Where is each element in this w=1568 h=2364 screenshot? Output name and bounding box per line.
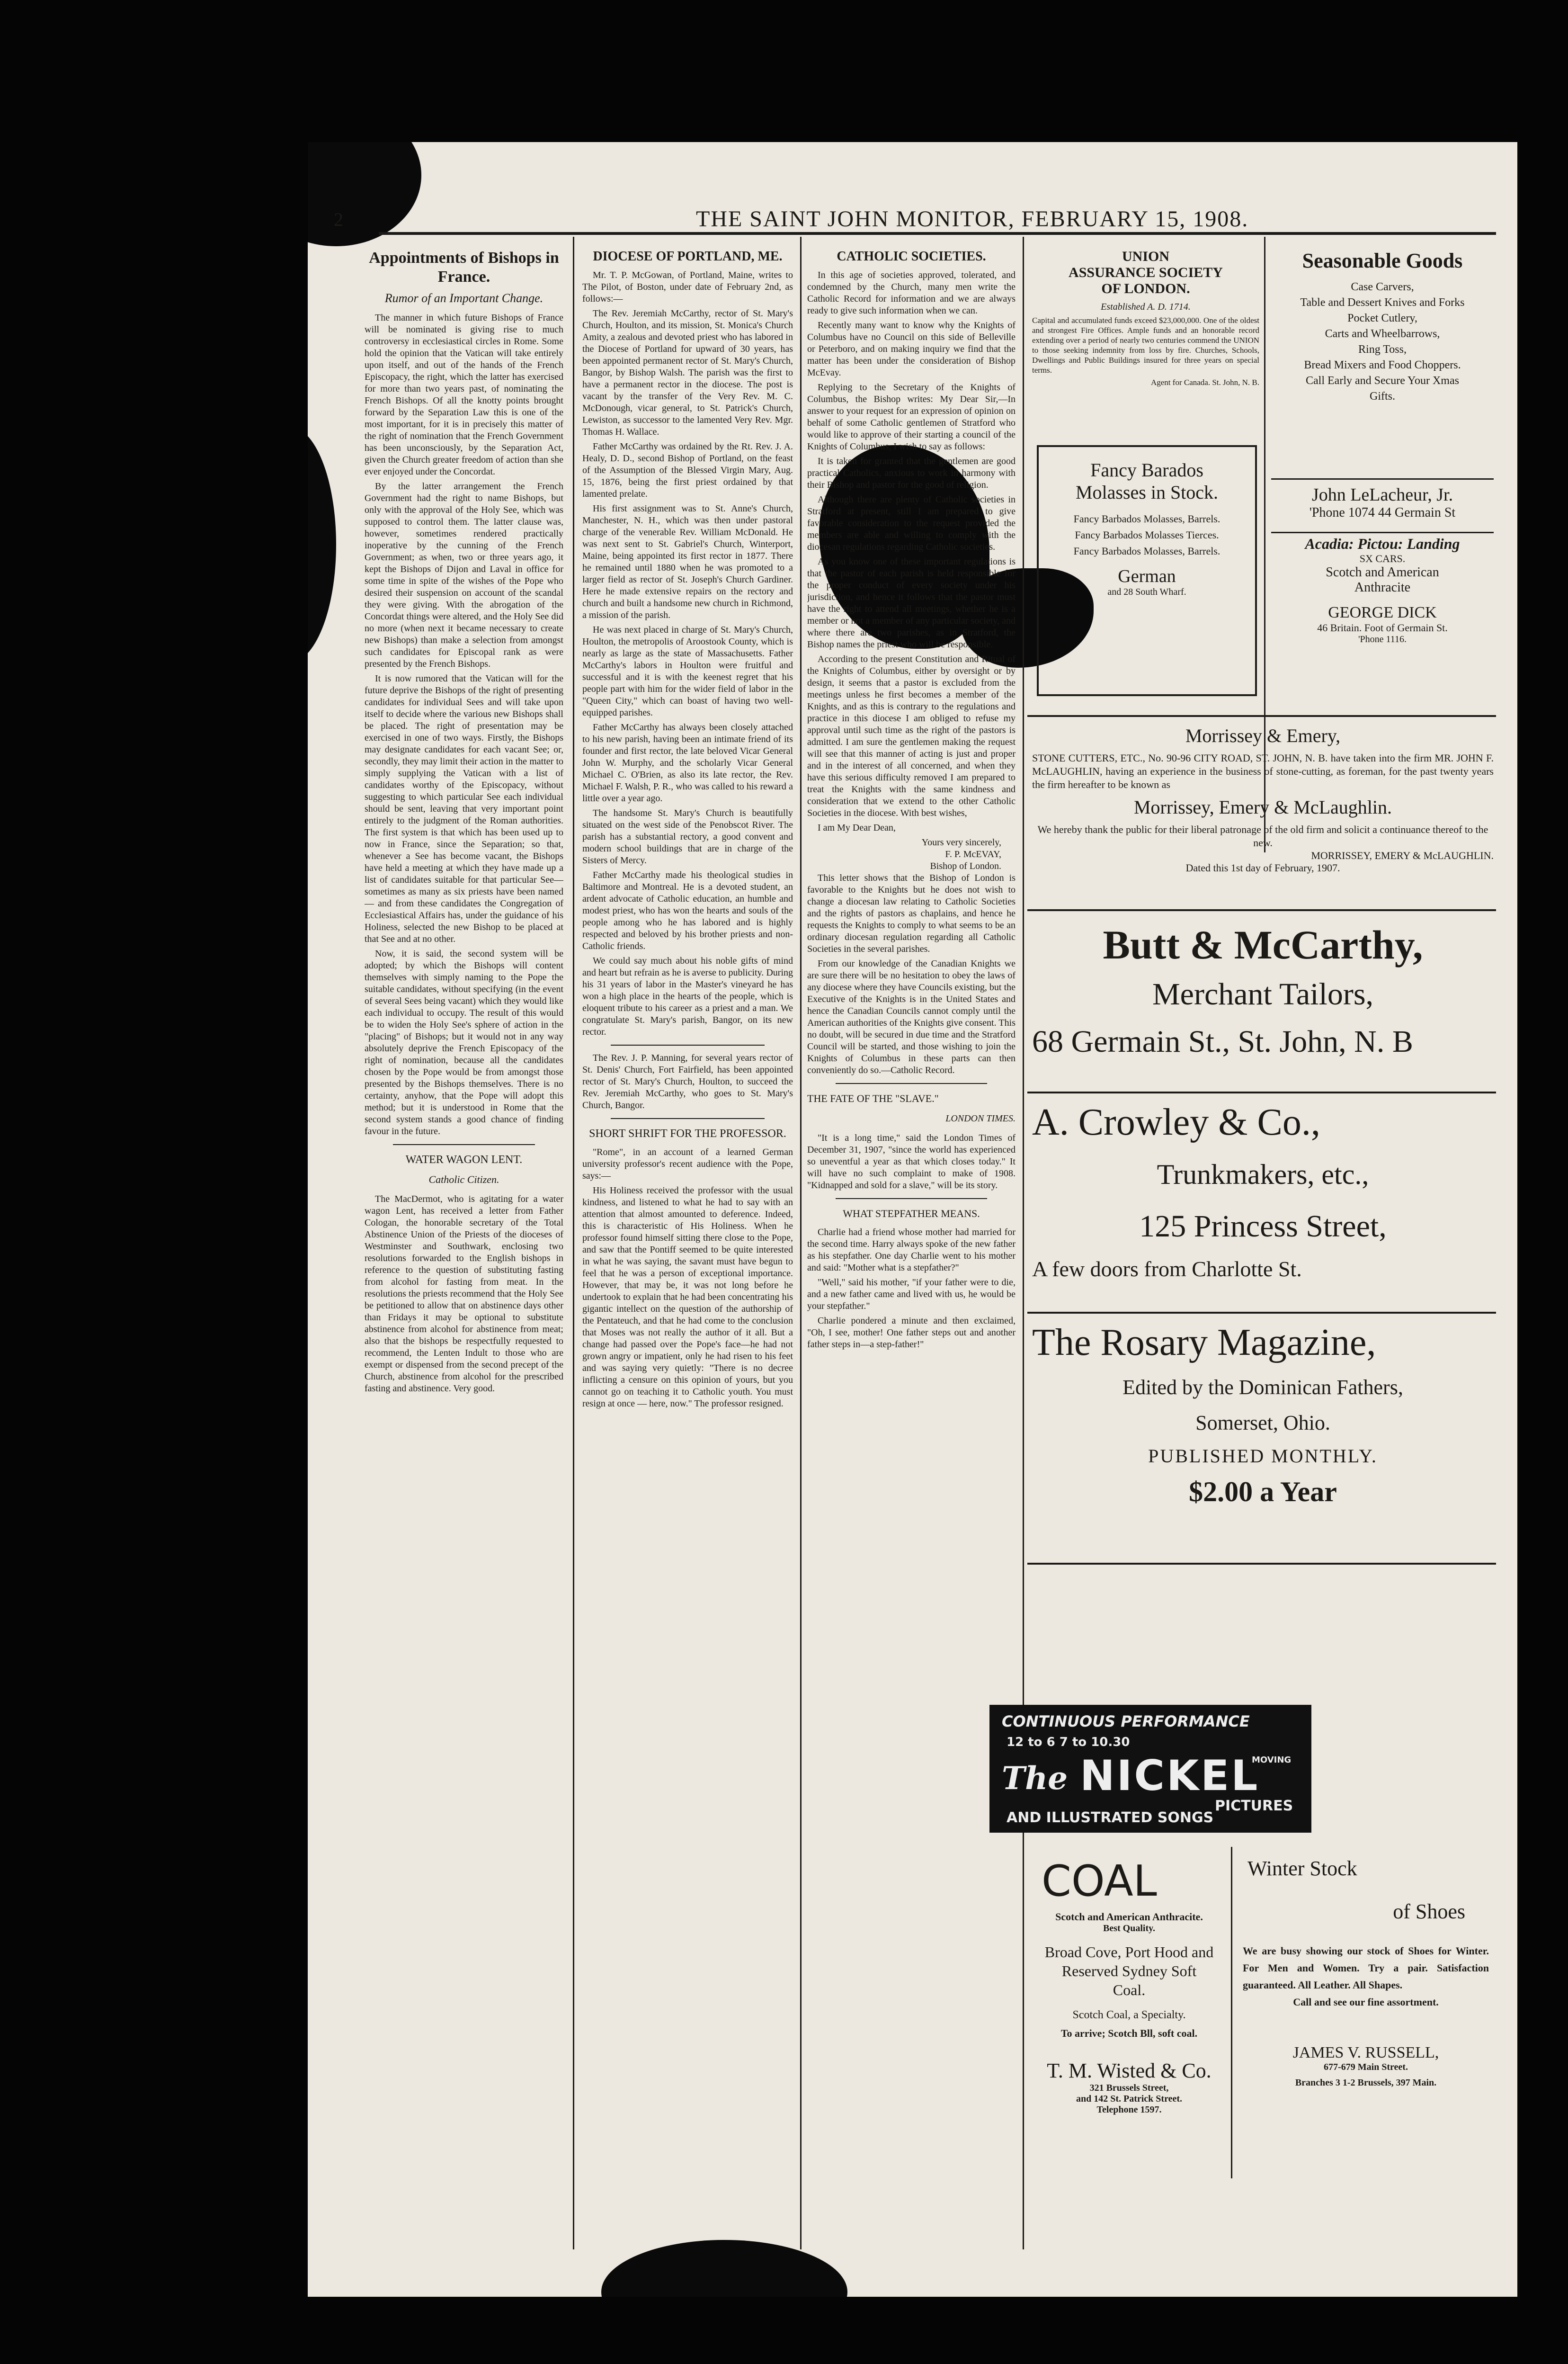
ad-body: Capital and accumulated funds exceed $23,000,000. One of the oldest and strongest Fire Offices. Ample funds and an honorable record extending over a period of nearly two centuries commend the UNION to those seeking indemnity from loss by fire. Churches, Schools, Dwellings and Public Buildings insured for three years on special terms. <box>1032 316 1259 375</box>
ad-divider <box>1027 1312 1496 1314</box>
newspaper-page <box>308 142 1517 2297</box>
article-separator <box>611 1045 765 1046</box>
nickel-pictures: PICTURES <box>1215 1798 1293 1814</box>
ad-note: A few doors from Charlotte St. <box>1032 1257 1302 1281</box>
nickel-the: The <box>1002 1760 1068 1797</box>
ad-title: Molasses in Stock. <box>1075 482 1219 503</box>
paragraph: Father McCarthy made his theological studies in Baltimore and Montreal. He is a devoted student, an ardent advocate of Catholic education, an humble and modest priest, who has won the hearts and souls of the people among who he has labored and is highly respected and beloved by his brother priests and non-Catholic friends. <box>582 870 793 951</box>
paragraph: The handsome St. Mary's Church is beautifully situated on the west side of the Penobscot River. The parish has a substantial rectory, a good convent and modern school buildings that are in charge of the Sisters of Mercy. <box>582 808 793 866</box>
ad-divider <box>1027 909 1496 911</box>
ad-agent: Agent for Canada. St. John, N. B. <box>1150 378 1259 387</box>
paragraph: Mr. T. P. McGowan, of Portland, Maine, writes to The Pilot, of Boston, under date of February 2nd, as follows:— <box>582 270 793 304</box>
torn-edge-bottom <box>601 2240 847 2297</box>
article-source: LONDON TIMES. <box>945 1113 1016 1124</box>
paragraph: Replying to the Secretary of the Knights of Columbus, the Bishop writes: My Dear Sir,—In answer to your request for an expression of opinion on behalf of some Catholic gentlemen of Stratford who would like to approve of their starting a council of the Knights of Columbus, I wish to say as follows: <box>807 382 1016 452</box>
ad-line: Case Carvers, <box>1351 281 1414 293</box>
paragraph: I am My Dear Dean, <box>818 823 896 833</box>
ad-line: Gifts. <box>1370 390 1395 403</box>
ad-specialty: Scotch Coal, a Specialty. <box>1072 2009 1186 2021</box>
paragraph: Recently many want to know why the Knights of Columbus have no Council on this side of Belleville or Peterboro, and on making inquiry we find that the matter has been under the consideration of Bishop McEvay. <box>807 320 1016 378</box>
paragraph: Father McCarthy has always been closely attached to his new parish, having been an intimate friend of its founder and first rector, the late beloved Vicar General John W. Murphy, and the scholarly Vicar General Michael C. O'Brien, as also its late rector, the Rev. Michael F. Walsh, P. R., who was called to his reward a little over a year ago. <box>582 722 793 804</box>
ad-line: SX CARS. <box>1359 553 1406 564</box>
ad-phone: Telephone 1597. <box>1096 2104 1162 2115</box>
torn-edge-left <box>308 426 336 663</box>
ad-line: Reserved Sydney Soft <box>1061 1962 1197 1979</box>
ad-address: 125 Princess Street, <box>1139 1209 1387 1244</box>
paragraph: He was next placed in charge of St. Mary's Church, Houlton, the metropolis of Aroostook County, which is nearly as large as the state of Massachusetts. Father McCarthy's labors in Houlton were fruitful and successful and it is with the keenest regret that his people part with him for the wider field of labor in the "Queen City," which can boast of having two well-equipped parishes. <box>582 625 793 718</box>
ad-title: Seasonable Goods <box>1302 249 1463 272</box>
masthead <box>308 199 1517 242</box>
ad-title: Fancy Barados <box>1090 459 1203 481</box>
article-source: Catholic Citizen. <box>428 1173 499 1185</box>
article-title: Appointments of Bishops in France. <box>369 249 559 286</box>
ad-line: Pocket Cutlery, <box>1347 312 1417 324</box>
column-divider-2 <box>800 237 802 2249</box>
closing-line: Yours very sincerely, <box>921 837 1001 848</box>
article-subtitle: Rumor of an Important Change. <box>384 291 543 305</box>
ad-body: We are busy showing our stock of Shoes for Winter. For Men and Women. Try a pair. Satisfaction guaranteed. All Leather. All Shapes. <box>1243 1945 1489 1991</box>
paragraph: By the latter arrangement the French Government had the right to name Bishops, but only with the approval of the Holy See, which was supposed to control them. The latter clause was, however, sometimes rendered practically inoperative by the cunning of the French Government; as when, two or three years ago, it kept the Bishops of Dijon and Laval in office for some time in spite of the wishes of the Pope who desired their suspension on account of the scandal they were giving. With the abrogation of the Concordat things were altered, and the Holy See did no more (when next it became necessary to create new Bishops) than make a selection from amongst such candidates for Episcopal rank as were presented by the French Bishops. <box>365 481 563 669</box>
paragraph: Father McCarthy was ordained by the Rt. Rev. J. A. Healy, D. D., second Bishop of Portland, on the feast of the Assumption of the Blessed Virgin Mary, Aug. 15, 1876, being the first priest ordained by that lamented prelate. <box>582 441 793 499</box>
masthead-rule <box>379 232 1496 235</box>
paragraph: His Holiness received the professor with the usual kindness, and listened to what he had to say with an attention that almost amounted to deference. Indeed, this is characteristic of His Holiness. When he professor found himself sitting there close to the Pope, and saw that the Pontiff seemed to be quite interested in what he was saying, the savant must have begun to feel that he was a person of exceptional importance. However, that may be, it was not long before he undertook to explain that he had been concentrating his gigantic intellect on the question of the authorship of the Pentateuch, and that he had come to the conclusion that Moses was not really the author of it all. But a change had passed over the Pope's face—he had not grown angry or impatient, only he had risen to his feet and was saying very quietly: "There is no decree inflicting a censure on this opinion of yours, but you cannot go on teaching it to Catholic youth. You must resign at once — here, now." The professor resigned. <box>582 1185 793 1409</box>
column-divider-3 <box>1023 237 1024 2249</box>
paragraph: "Rome", in an account of a learned German university professor's recent audience with the Pope, says:— <box>582 1147 793 1181</box>
ad-phone: 'Phone 1074 44 Germain St <box>1309 505 1456 520</box>
ad-title: Winter Stock <box>1247 1857 1357 1880</box>
paragraph: Although there are plenty of Catholic societies in Stratford at present, still I am prepared to give favorable consideration to the request provided the members are able and willing to comply with the diocesan regulations regarding Catholic societies. <box>807 494 1016 552</box>
paragraph: The manner in which future Bishops of France will be nominated is giving rise to much controversy in ecclesiastical circles in Rome. Some hold the opinion that the Vatican will take entirely upon itself, and out of the hands of the French Episcopacy, the right, which the latter has exercised for more than two years past, of nominating the French Bishops. Of all the knotty points brought forward by the Separation Law this is one of the most important, for it is in precisely this matter of the right of nomination that the French Government has been unconsciously, by the Separation Act, given the Church greater freedom of action than she ever enjoyed under the Concordat. <box>365 313 563 477</box>
ad-subtitle: Edited by the Dominican Fathers, <box>1123 1376 1403 1399</box>
paragraph: The Rev. Jeremiah McCarthy, rector of St. Mary's Church, Houlton, and its mission, St. Monica's Church Amity, a zealous and devoted priest who has labored in the Diocese of Portland for upward of 30 years, has been appointed permanent rector of St. Mary's Church, Bangor, by Bishop Walsh. The parish was the first to have a permanent rector in the diocese. The post is vacant by the transfer of the Very Rev. M. C. McDonough, vicar general, to St. Patrick's Church, Lewiston, as successor to the lamented Very Rev. Mgr. Thomas H. Wallace. <box>582 308 793 437</box>
ad-body: STONE CUTTERS, ETC., No. 90-96 CITY ROAD, ST. JOHN, N. B. have taken into the firm MR. JOHN F. McLAUGHLIN, having an experience in the business of stone-cutting, as foreman, for the past twenty years the firm hereafter to be known as <box>1032 752 1494 790</box>
ad-lelacheur <box>1271 478 1494 533</box>
ad-address: and 142 St. Patrick Street. <box>1076 2094 1183 2104</box>
nickel-moving: MOVING <box>1252 1755 1292 1765</box>
ad-title: of Shoes <box>1393 1900 1465 1923</box>
ad-line: Scotch and American <box>1326 565 1439 580</box>
nickel-times: 12 to 6 7 to 10.30 <box>1007 1735 1130 1749</box>
ad-body: Call and see our fine assortment. <box>1293 1996 1439 2008</box>
ad-subtitle: Trunkmakers, etc., <box>1157 1159 1369 1190</box>
nickel-songs: AND ILLUSTRATED SONGS <box>1007 1809 1214 1826</box>
ad-butt-mccarthy <box>1032 919 1494 1089</box>
ad-title: COAL <box>1042 1856 1157 1906</box>
ad-title: Butt & McCarthy, <box>1103 922 1423 967</box>
paragraph: It is now rumored that the Vatican will for the future deprive the Bishops of the right of presenting candidates for individual Sees and will take upon itself to decide where the various new Bishops shall be placed. The right of presentation may be exercised in one of two ways. Firstly, the Bishops may designate candidates for each vacant See; or, secondly, they may limit their action in the matter to simply supplying the Vatican with a list of candidates worthy of the Episcopacy, without suggesting to which particular See each individual should be sent, leaving that very important point entirely to the judgment of the Roman authorities. The first system is that which has been used up to now in France, since the Separation; so that, whenever a See has become vacant, the Bishops have held a meeting at which they have made up a list of candidates suitable for that particular See—sometimes as many as six priests have been named — and from these candidates the Congregation of Ecclesiastical Affairs has, under the guidance of his Holiness, selected the new Bishop to be placed at that See and at no other. <box>365 673 563 944</box>
ad-title: UNION <box>1122 249 1169 264</box>
column-2 <box>582 249 793 2238</box>
column-divider-1 <box>573 237 574 2249</box>
paragraph: The Rev. J. P. Manning, for several years rector of St. Denis' Church, Fort Fairfield, has been appointed rector of St. Mary's Church, Houlton, to succeed the Rev. Jeremiah McCarthy, who goes to St. Mary's Church, Bangor. <box>582 1053 793 1110</box>
ad-title: Morrissey & Emery, <box>1185 725 1341 746</box>
ad-line: Bread Mixers and Food Choppers. <box>1304 359 1461 371</box>
ad-coal <box>1032 1856 1226 2226</box>
ad-line: Fancy Barbados Molasses Tierces. <box>1075 529 1219 541</box>
article-separator <box>836 1198 987 1199</box>
paragraph: His first assignment was to St. Anne's Church, Manchester, N. H., which was then under pastoral charge of the venerable Rev. William McDonald. He was next sent to St. Gabriel's Church, Winterport, Maine, being appointed its first rector in 1877. There he remained until 1880 when he was promoted to a larger field as rector of St. Joseph's Church Gardiner. Here he made extensive repairs on the rectory and church and built a handsome new church in Richmond, a mission of the parish. <box>582 503 793 620</box>
ad-address: 46 Britain. Foot of Germain St. <box>1317 622 1448 634</box>
ad-place: Somerset, Ohio. <box>1195 1411 1330 1434</box>
ad-merchant: GEORGE DICK <box>1328 604 1437 621</box>
paragraph: "Well," said his mother, "if your father were to die, and a new father came and lived with us, he would be your stepfather." <box>807 1277 1016 1311</box>
nickel-tagline: CONTINUOUS PERFORMANCE <box>1002 1712 1250 1730</box>
ad-subtitle: Scotch and American Anthracite. <box>1055 1911 1203 1923</box>
ad-barbados-molasses <box>1037 445 1257 696</box>
paragraph: "It is a long time," said the London Times of December 31, 1907, "since the world has experienced so uneventful a year as that which closes today." It will have no such complaint to make of 1908. "Kidnapped and sold for a slave," will be its story. <box>807 1133 1016 1191</box>
paragraph: The MacDermot, who is agitating for a water wagon Lent, has received a letter from Father Cologan, the honorable secretary of the Total Abstinence Union of the Priests of the dioceses of Westminster and Southwark, enclosing two resolutions forwarded to the English bishops in reference to the question of substituting fasting from alcohol for fasting from meat. In the resolutions the priests recommend that the Holy See be petitioned to allow that on abstinence days other than Fridays it may be optional to substitute abstinence from alcohol for abstinence from meat; also that the bishops be respectfully requested to recommend, the Lenten Indult to those who are exempt or dispensed from the second precept of the Church, abstinence from alcohol for the prescribed fasting and abstinence. Very good. <box>365 1194 563 1394</box>
article-title: WHAT STEPFATHER MEANS. <box>843 1208 980 1219</box>
ad-quality: Best Quality. <box>1103 1923 1155 1934</box>
ad-signature: MORRISSEY, EMERY & McLAUGHLIN. <box>1311 850 1494 861</box>
ad-subtitle: Merchant Tailors, <box>1152 977 1374 1012</box>
ad-morrissey-emery <box>1032 725 1494 881</box>
ad-divider <box>1027 1092 1496 1093</box>
ad-line: Coal. <box>1113 1981 1146 1998</box>
nickel-name: NICKEL <box>1080 1751 1260 1800</box>
paragraph: We could say much about his noble gifts of mind and heart but refrain as he is averse to publicity. During his 31 years of labor in the Master's vineyard he has won a high place in the hearts of the people, which is eloquent tribute to his career as a priest and a man. We congratulate St. Mary's parish, Bangor, on its new rector. <box>582 956 793 1037</box>
ad-body: We hereby thank the public for their liberal patronage of the old firm and solicit a continuance thereof to the new. <box>1037 824 1488 849</box>
ad-merchant: T. M. Wisted & Co. <box>1047 2059 1212 2082</box>
paragraph: Charlie pondered a minute and then exclaimed, "Oh, I see, mother! One father steps out and another father steps in—a step-father!" <box>807 1316 1016 1350</box>
newspaper-title: THE SAINT JOHN MONITOR, FEBRUARY 15, 1908. <box>696 206 1249 232</box>
column-3 <box>807 249 1016 2238</box>
ad-line: Ring Toss, <box>1358 343 1407 356</box>
closing-line: F. P. McEVAY, <box>945 849 1001 860</box>
ad-rosary-magazine <box>1032 1316 1494 1539</box>
letter-closing <box>807 837 1016 872</box>
closing-line: Bishop of London. <box>930 861 1001 871</box>
ad-title: Acadia: Pictou: Landing <box>1305 535 1460 552</box>
article-title: WATER WAGON LENT. <box>405 1154 523 1166</box>
ad-line: Fancy Barbados Molasses, Barrels. <box>1073 513 1221 525</box>
ad-title: A. Crowley & Co., <box>1032 1101 1320 1143</box>
paragraph: It is taken for granted that the gentlemen are good practical Catholics, anxious to work in harmony with their Bishop and pastor for the good of religion. <box>807 456 1016 490</box>
paragraph: According to the present Constitution and Ritual of the Knights of Columbus, either by oversight or by design, it seems that a pastor is excluded from the meetings unless he first becomes a member of the Knights, and as this is contrary to the regulations and practice in this diocese I am obliged to refuse my approval until such time as the right of the pastors is admitted. I am sure the gentlemen making the request will see that this manner of acting is just and proper and in the interest of all concerned, and when they have this serious difficulty removed I am prepared to treat the Knights with the same kindness and consideration that we extend to the other Catholic Societies in the diocese. With best wishes, <box>807 654 1016 818</box>
column-divider-5 <box>1231 1847 1232 2178</box>
ad-address: 321 Brussels Street, <box>1089 2083 1169 2093</box>
article-separator <box>611 1118 765 1119</box>
ad-arrival: To arrive; Scotch Bll, soft coal. <box>1060 2027 1198 2039</box>
ad-phone: 'Phone 1116. <box>1358 634 1407 645</box>
paragraph: This letter shows that the Bishop of London is favorable to the Knights but he does not wish to change a diocesan law relating to Catholic Societies and the rights of pastors as chaplains, and hence he requests the Knights to comply to what seems to be an ordinary diocesan regulation regarding all Catholic Societies in the several parishes. <box>807 873 1016 954</box>
ad-title: The Rosary Magazine, <box>1032 1322 1376 1363</box>
ad-union-assurance <box>1032 249 1259 429</box>
ad-line: Fancy Barbados Molasses, Barrels. <box>1073 545 1221 557</box>
paragraph: As you know one of these important regulations is that the pastor of each parish is held responsible for the proper conduct of every society under his jurisdiction, and hence it follows that the pastor must have the right to attend all meetings, whether he is a member or not a member of any particular society, and where there are two parishes, as in Stratford, the Bishop names the priest who will be responsible. <box>807 556 1016 650</box>
paragraph: Now, it is said, the second system will be adopted; by which the Bishops will content themselves with simply naming to the Pope the suitable candidates, without specifying (in the event of several Sees being vacant) which they would like each individual to occupy. The result of this would be to widen the Holy See's sphere of action in the "placing" of Bishops; but it would not in any way absolutely deprive the French Episcopacy of the right of nomination, because all the candidates chosen by the Pope would be from amongst those presented by the Bishops themselves. There is no certainty, anyhow, that the Pope will adopt this method; but it is understood in Rome that the second system stands a good chance of finding favour in the future. <box>365 949 563 1137</box>
ad-address: 68 Germain St., St. John, N. B <box>1032 1024 1413 1059</box>
paragraph: From our knowledge of the Canadian Knights we are sure there will be no hesitation to obey the laws of any diocese where they have Councils existing, but the Executive of the Knights is in the United States and hence the Canadian Councils cannot comply until the American authorities of the Knights give consent. This no doubt, will be secured in due time and the Stratford Council will be started, and those wishing to join the Knights of Columbus in these parts can then conveniently do so.—Catholic Record. <box>807 958 1016 1075</box>
ad-line: Carts and Wheelbarrows, <box>1325 328 1440 340</box>
ad-merchant: JAMES V. RUSSELL, <box>1292 2044 1439 2061</box>
ad-nickel-theatre <box>989 1705 1311 1833</box>
ad-title: OF LONDON. <box>1101 281 1190 296</box>
paragraph: In this age of societies approved, tolerated, and condemned by the Church, many men write the Catholic Record for information and we are always ready to give such information when we can. <box>807 270 1016 316</box>
ad-published: PUBLISHED MONTHLY. <box>1148 1445 1378 1467</box>
ad-date: Dated this 1st day of February, 1907. <box>1185 862 1340 874</box>
ad-title: Morrissey, Emery & McLaughlin. <box>1133 797 1392 818</box>
ad-line: Anthracite <box>1354 580 1411 595</box>
ad-line: Call Early and Secure Your Xmas <box>1306 375 1459 387</box>
ad-branches: Branches 3 1-2 Brussels, 397 Main. <box>1295 2077 1437 2088</box>
ad-crowley <box>1032 1096 1494 1305</box>
ad-seasonable-goods <box>1271 249 1494 476</box>
article-title: DIOCESE OF PORTLAND, ME. <box>593 249 783 264</box>
ad-address: 677-679 Main Street. <box>1324 2062 1408 2072</box>
ad-title: ASSURANCE SOCIETY <box>1069 265 1223 280</box>
ad-line: and 28 South Wharf. <box>1107 587 1186 597</box>
column-1 <box>365 249 563 2238</box>
ad-divider <box>1027 1563 1496 1565</box>
paragraph: Charlie had a friend whose mother had married for the second time. Harry always spoke of the new father as his stepfather. One day Charlie went to his mother and said: "Mother what is a stepfather?" <box>807 1227 1016 1273</box>
article-title: SHORT SHRIFT FOR THE PROFESSOR. <box>589 1128 786 1140</box>
ad-merchant: German <box>1118 566 1176 586</box>
ad-line: Table and Dessert Knives and Forks <box>1300 296 1465 309</box>
article-title: CATHOLIC SOCIETIES. <box>837 249 986 264</box>
ad-price: $2.00 a Year <box>1189 1476 1337 1507</box>
ad-subtitle: Established A. D. 1714. <box>1101 302 1191 312</box>
article-separator <box>393 1144 535 1145</box>
ad-line: Broad Cove, Port Hood and <box>1044 1943 1214 1961</box>
page-number: 2 <box>334 209 343 230</box>
article-title: THE FATE OF THE "SLAVE." <box>807 1092 939 1104</box>
ad-merchant: John LeLacheur, Jr. <box>1311 485 1453 505</box>
ad-winter-shoes <box>1238 1856 1494 2226</box>
article-separator <box>836 1083 987 1084</box>
ad-divider <box>1027 715 1496 717</box>
ad-acadia-coal <box>1271 535 1494 691</box>
